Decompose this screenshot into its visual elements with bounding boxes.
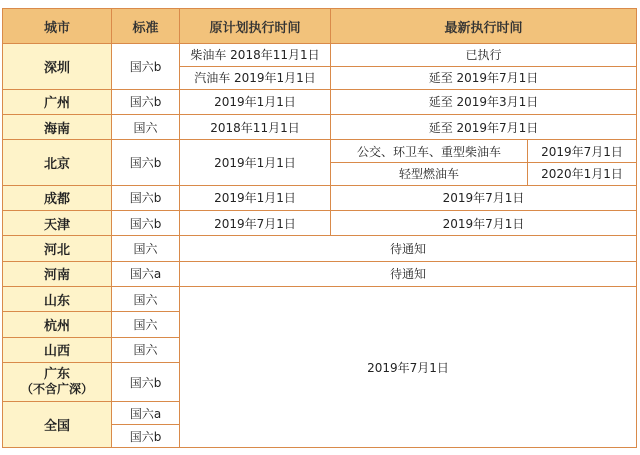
- city-cell: 北京: [3, 140, 112, 186]
- standard-cell: 国六b: [112, 363, 180, 402]
- table-row: [3, 261, 637, 286]
- table-row: [3, 114, 637, 139]
- latest-category-cell: 轻型燃油车: [331, 163, 528, 186]
- header-city: 城市: [3, 9, 112, 44]
- header-original-time: 原计划执行时间: [180, 9, 331, 44]
- standard-cell: 国六: [112, 312, 180, 337]
- city-cell: 杭州: [3, 312, 112, 337]
- table-row: [3, 185, 637, 210]
- city-cell: 深圳: [3, 44, 112, 90]
- city-cell: 海南: [3, 114, 112, 139]
- standard-cell: 国六: [112, 114, 180, 139]
- latest-time-cell: 延至 2019年7月1日: [331, 114, 637, 139]
- standard-cell: 国六b: [112, 211, 180, 236]
- standard-cell: 国六a: [112, 261, 180, 286]
- latest-time-cell: 延至 2019年7月1日: [331, 66, 637, 89]
- table-row: [3, 287, 637, 312]
- standard-cell: 国六: [112, 337, 180, 362]
- city-cell: 广州: [3, 89, 112, 114]
- city-cell: 全国: [3, 402, 112, 448]
- standard-cell: 国六a: [112, 402, 180, 425]
- standard-cell: 国六b: [112, 44, 180, 90]
- original-time-cell: 2019年1月1日: [180, 89, 331, 114]
- city-cell: 山东: [3, 287, 112, 312]
- merged-time-cell: 待通知: [180, 236, 637, 261]
- standard-cell: 国六b: [112, 185, 180, 210]
- original-time-cell: 2019年7月1日: [180, 211, 331, 236]
- city-note-line: （不含广深）: [20, 382, 93, 397]
- latest-time-cell: 延至 2019年3月1日: [331, 89, 637, 114]
- latest-date-cell: 2020年1月1日: [528, 163, 637, 186]
- city-cell: 河北: [3, 236, 112, 261]
- table-row: [3, 89, 637, 114]
- latest-time-cell: 2019年7月1日: [331, 185, 637, 210]
- latest-date-cell: 2019年7月1日: [528, 140, 637, 163]
- merged-time-cell: 待通知: [180, 261, 637, 286]
- standard-cell: 国六b: [112, 425, 180, 448]
- table-row: [3, 140, 637, 163]
- header-latest-time: 最新执行时间: [331, 9, 637, 44]
- standard-cell: 国六b: [112, 89, 180, 114]
- table-row: [3, 211, 637, 236]
- city-cell: 成都: [3, 185, 112, 210]
- city-cell: [3, 363, 112, 402]
- city-name-line: 广东: [43, 367, 70, 383]
- standard-cell: 国六b: [112, 140, 180, 186]
- emission-standard-table: [2, 8, 637, 448]
- table-row: [3, 236, 637, 261]
- standard-cell: 国六: [112, 287, 180, 312]
- latest-time-cell: 已执行: [331, 44, 637, 67]
- header-standard: 标准: [112, 9, 180, 44]
- standard-cell: 国六: [112, 236, 180, 261]
- latest-category-cell: 公交、环卫车、重型柴油车: [331, 140, 528, 163]
- city-cell: 河南: [3, 261, 112, 286]
- city-cell: 山西: [3, 337, 112, 362]
- original-time-cell: 2019年1月1日: [180, 185, 331, 210]
- original-time-cell: 2018年11月1日: [180, 114, 331, 139]
- merged-bottom-time-cell: 2019年7月1日: [180, 287, 637, 448]
- city-cell: 天津: [3, 211, 112, 236]
- original-time-cell: 柴油车 2018年11月1日: [180, 44, 331, 67]
- latest-time-cell: 2019年7月1日: [331, 211, 637, 236]
- original-time-cell: 2019年1月1日: [180, 140, 331, 186]
- original-time-cell: 汽油车 2019年1月1日: [180, 66, 331, 89]
- header-row: [3, 9, 637, 44]
- table-row: [3, 44, 637, 67]
